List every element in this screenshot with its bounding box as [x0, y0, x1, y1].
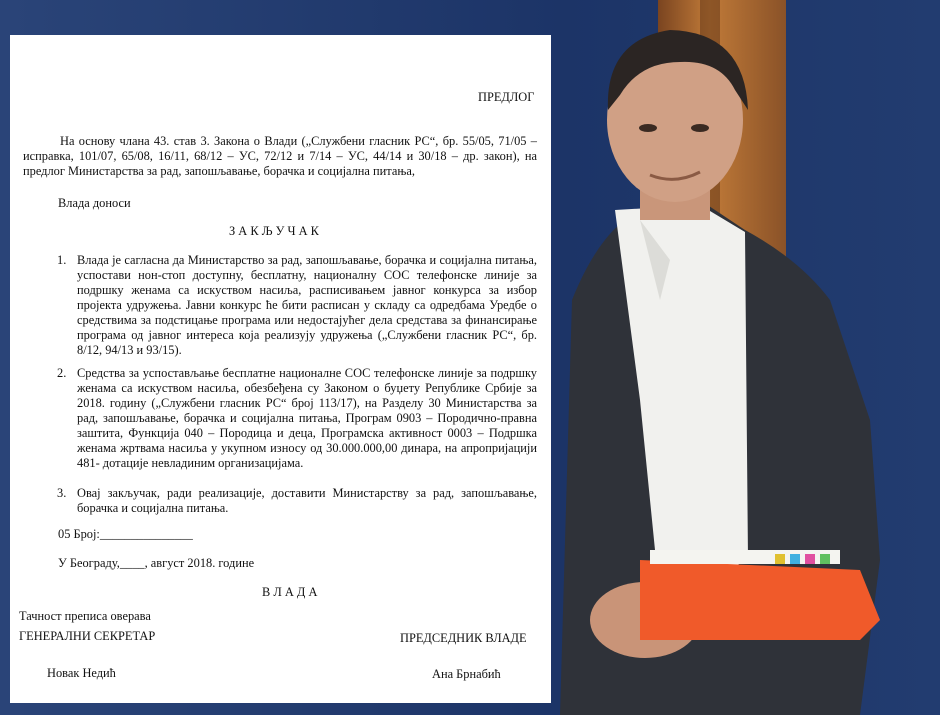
secretary-name: Новак Недић — [47, 666, 116, 680]
item-text: Овај закључак, ради реализације, доставити Министарству за рад, запошљавање, борачка и социјална питања. — [77, 486, 537, 515]
conclusion-title: З А К Љ У Ч А К — [229, 224, 319, 238]
item-text: Средства за успостављање бесплатне националне СОС телефонске линије за подршку женама са искуством насиља, обезбеђена су Законом о буџету Републике Србије за 2018. годину („Службени гласник РС“ број 113/17), на Разделу 30 Министарства за рад, запошљавање, борачка и социјална питања, Програм 0903 – Породично-правна заштита, Функција 040 – Породица и деца, Програмска активност 0003 – Подршка женама жртвама насиља у укупном износу од 30.000.000,00 динара, на апропријацији 481- дотације невладиним организацијама. — [77, 366, 537, 470]
government-label: В Л А Д А — [262, 585, 318, 599]
certified-by: Тачност преписа оверава — [19, 609, 151, 623]
item-number: 1. — [57, 253, 67, 267]
place-date: У Београду,____, август 2018. године — [58, 556, 255, 570]
government-adopts: Влада доноси — [58, 196, 131, 210]
document-page — [10, 35, 551, 703]
item-text: Влада је сагласна да Министарство за рад, запошљавање, борачка и социјална питања, успостави нон-стоп доступну, бесплатну, националну СОС телефонске линије за подршку женама са искуством насиља, расписивањем јавног конкурса за избор пројекта удружења. Јавни конкурс ће бити расписан у складу са одредбама Уредбе о средствима за подстицање програма или недостајућег дела средстава за финансирање програма од јавног интереса која реализују удружења („Службени гласник РС“, бр. 8/12, 94/13 и 93/15). — [77, 253, 537, 357]
number-line: 05 Број:_______________ — [58, 527, 193, 541]
preamble: На основу члана 43. став 3. Закона о Влади („Службени гласник РС“, бр. 55/05, 71/05 – исправка, 101/07, 65/08, 16/11, 68/12 – УС, 72/12 и 7/14 – УС, 44/14 и 30/18 – др. закон), на предлог Министарства за рад, запошљавање, борачка и социјална питања, — [23, 134, 537, 178]
pm-title: ПРЕДСЕДНИК ВЛАДЕ — [400, 631, 527, 645]
document-heading: ПРЕДЛОГ — [478, 90, 535, 104]
secretary-title: ГЕНЕРАЛНИ СЕКРЕТАР — [19, 629, 156, 643]
item-number: 3. — [57, 486, 67, 500]
item-number: 2. — [57, 366, 67, 380]
pm-name: Ана Брнабић — [432, 667, 501, 681]
